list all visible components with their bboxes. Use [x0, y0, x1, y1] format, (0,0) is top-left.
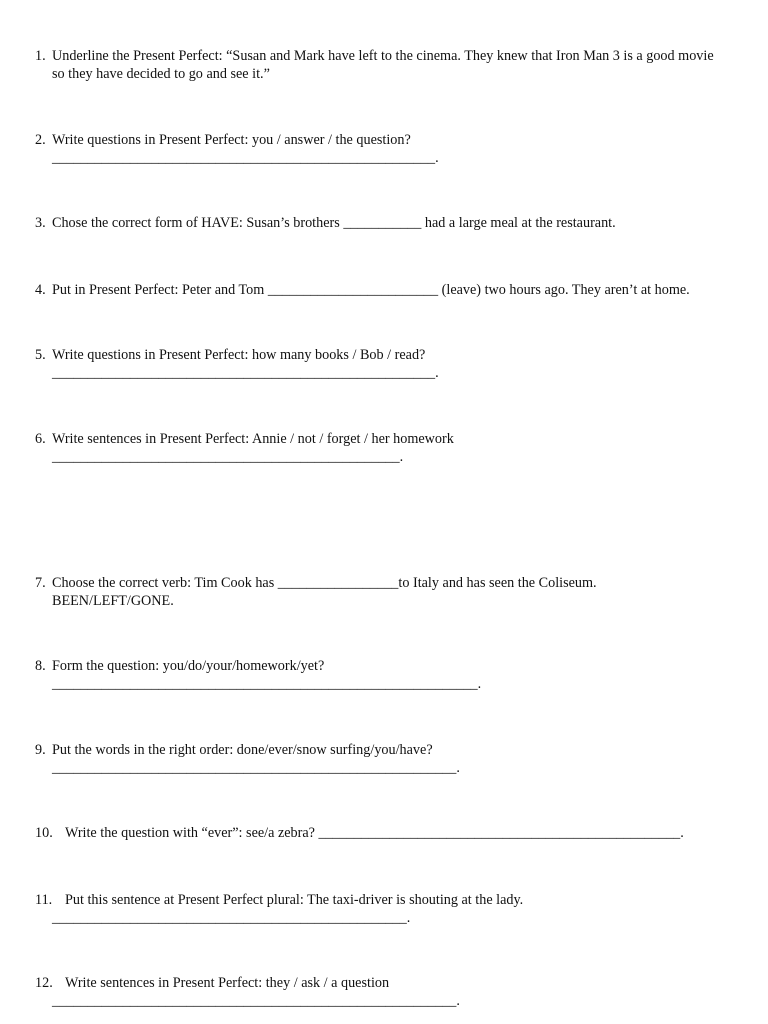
question-4: [35, 282, 750, 300]
question-text: Write sentences in Present Perfect: Annie / not / forget / her homework: [52, 431, 454, 447]
question-text: Underline the Present Perfect: “Susan and Mark have left to the cinema. They knew that Iron Man 3 is a good movie: [52, 48, 714, 64]
question-3: [35, 215, 750, 233]
question-number: 5.: [35, 347, 46, 363]
answer-line[interactable]: ______________________________________________________.: [52, 149, 439, 166]
question-5: [35, 347, 750, 382]
question-text: Choose the correct verb: Tim Cook has _________________to Italy and has seen the Coliseum.: [52, 575, 597, 591]
question-number: 11.: [35, 892, 53, 908]
question-text: Put the words in the right order: done/ever/snow surfing/you/have?: [52, 742, 433, 758]
question-number: 3.: [35, 215, 46, 231]
answer-line[interactable]: _________________________________________________.: [52, 448, 404, 465]
question-number: 12.: [35, 975, 53, 991]
question-2: [35, 132, 750, 167]
question-number: 6.: [35, 431, 46, 447]
answer-line[interactable]: _________________________________________________________.: [52, 759, 460, 776]
question-1: [35, 48, 750, 83]
answer-line[interactable]: __________________________________________________.: [52, 909, 411, 926]
question-number: 8.: [35, 658, 46, 674]
question-text: Put in Present Perfect: Peter and Tom ________________________ (leave) two hours ago. They aren’t at home.: [52, 282, 690, 298]
question-number: 7.: [35, 575, 46, 591]
answer-line[interactable]: ____________________________________________________________.: [52, 675, 482, 692]
question-number: 10.: [35, 825, 53, 841]
question-text: Write questions in Present Perfect: how many books / Bob / read?: [52, 347, 426, 363]
question-10: [35, 825, 750, 843]
question-11: [35, 892, 750, 927]
question-9: [35, 742, 750, 777]
question-number: 4.: [35, 282, 46, 298]
question-text: Chose the correct form of HAVE: Susan’s brothers ___________ had a large meal at the restaurant.: [52, 215, 616, 231]
answer-line[interactable]: ______________________________________________________.: [52, 364, 439, 381]
question-text-continued: so they have decided to go and see it.”: [52, 65, 270, 82]
question-text: Write the question with “ever”: see/a zebra? ___________________________________________________.: [65, 825, 684, 841]
question-text: Put this sentence at Present Perfect plural: The taxi-driver is shouting at the lady.: [65, 892, 524, 908]
question-6: [35, 431, 750, 466]
verb-options: BEEN/LEFT/GONE.: [52, 592, 174, 609]
answer-line[interactable]: _________________________________________________________.: [52, 992, 460, 1009]
question-7: [35, 575, 750, 610]
question-number: 2.: [35, 132, 46, 148]
question-8: [35, 658, 750, 693]
question-text: Form the question: you/do/your/homework/yet?: [52, 658, 325, 674]
question-text: Write questions in Present Perfect: you / answer / the question?: [52, 132, 411, 148]
question-number: 9.: [35, 742, 46, 758]
question-number: 1.: [35, 48, 46, 64]
question-12: [35, 975, 750, 1010]
question-text: Write sentences in Present Perfect: they / ask / a question: [65, 975, 390, 991]
